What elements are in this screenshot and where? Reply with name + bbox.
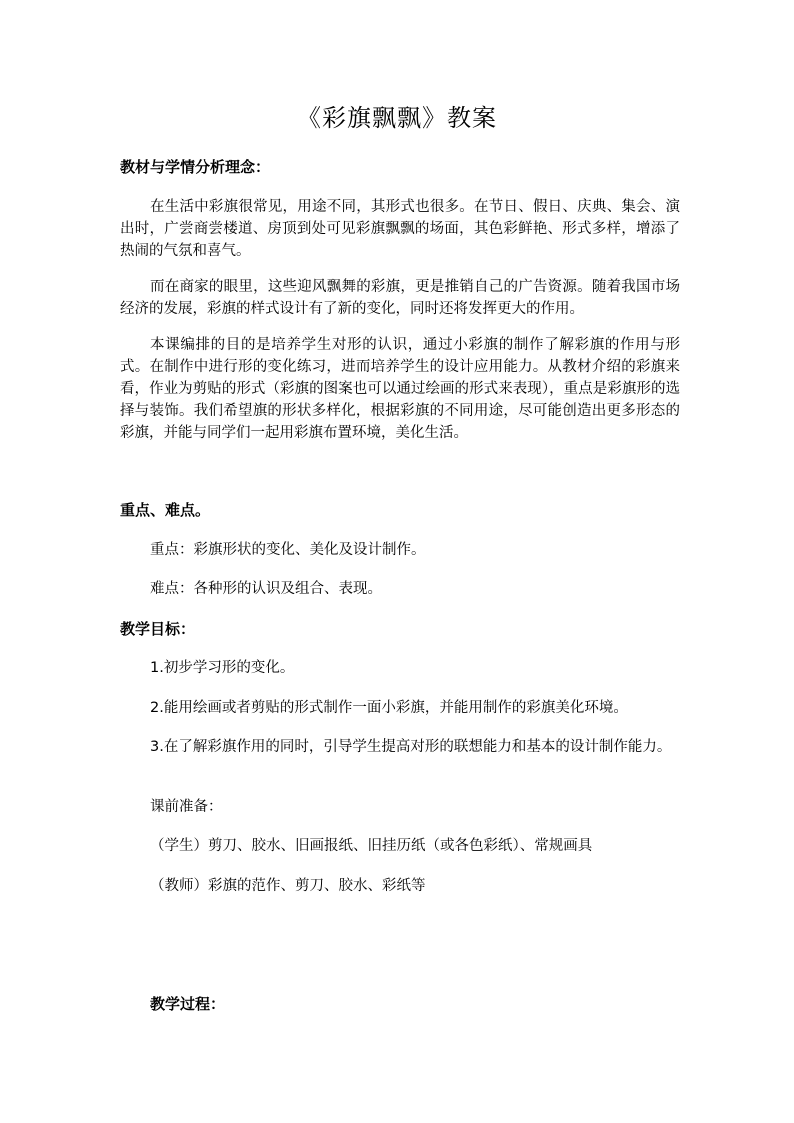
preparation-heading: 课前准备： — [150, 799, 223, 815]
process-heading: 教学过程： — [150, 995, 226, 1013]
key-point-text: 重点：彩旗形状的变化、美化及设计制作。 — [150, 542, 426, 558]
analysis-paragraph-3: 本课编排的目的是培养学生对形的认识，通过小彩旗的制作了解彩旗的作用与形式。在制作中进行形的变化练习，进而培养学生的设计应用能力。从教材介绍的彩旗来看，作业为剪贴的形式（彩旗的图案也可以通过绘画的形式来表现），重点是彩旗形的选择与装饰。我们希望旗的形状多样化，根据彩旗的不同用途，尽可能创造出更多形态的彩旗，并能与同学们一起用彩旗布置环境，美化生活。 — [120, 337, 680, 441]
analysis-paragraph-2: 而在商家的眼里，这些迎风飘舞的彩旗，更是推销自己的广告资源。随着我国市场经济的发展，彩旗的样式设计有了新的变化，同时还将发挥更大的作用。 — [120, 279, 680, 317]
analysis-heading: 教材与学情分析理念： — [120, 158, 271, 176]
difficulty-text: 难点：各种形的认识及组合、表现。 — [150, 581, 382, 597]
objective-item-3: 3.在了解彩旗作用的同时，引导学生提高对形的联想能力和基本的设计制作能力。 — [150, 739, 672, 755]
key-points-heading: 重点、难点。 — [120, 501, 211, 519]
analysis-paragraph-1: 在生活中彩旗很常见，用途不同，其形式也很多。在节日、假日、庆典、集会、演出时，广尝商尝楼道、房顶到处可见彩旗飘飘的场面，其色彩鲜艳、形式多样，增添了热闹的气氛和喜气。 — [120, 199, 680, 259]
preparation-student: （学生）剪刀、胶水、旧画报纸、旧挂历纸（或各色彩纸）、常规画具 — [150, 838, 593, 854]
objectives-heading: 教学目标： — [120, 620, 196, 638]
preparation-teacher: （教师）彩旗的范作、剪刀、胶水、彩纸等 — [150, 878, 426, 894]
objective-item-1: 1.初步学习形的变化。 — [150, 660, 295, 676]
objective-item-2: 2.能用绘画或者剪贴的形式制作一面小彩旗，并能用制作的彩旗美化环境。 — [150, 700, 628, 716]
document-title: 《彩旗飘飘》教案 — [297, 104, 497, 132]
